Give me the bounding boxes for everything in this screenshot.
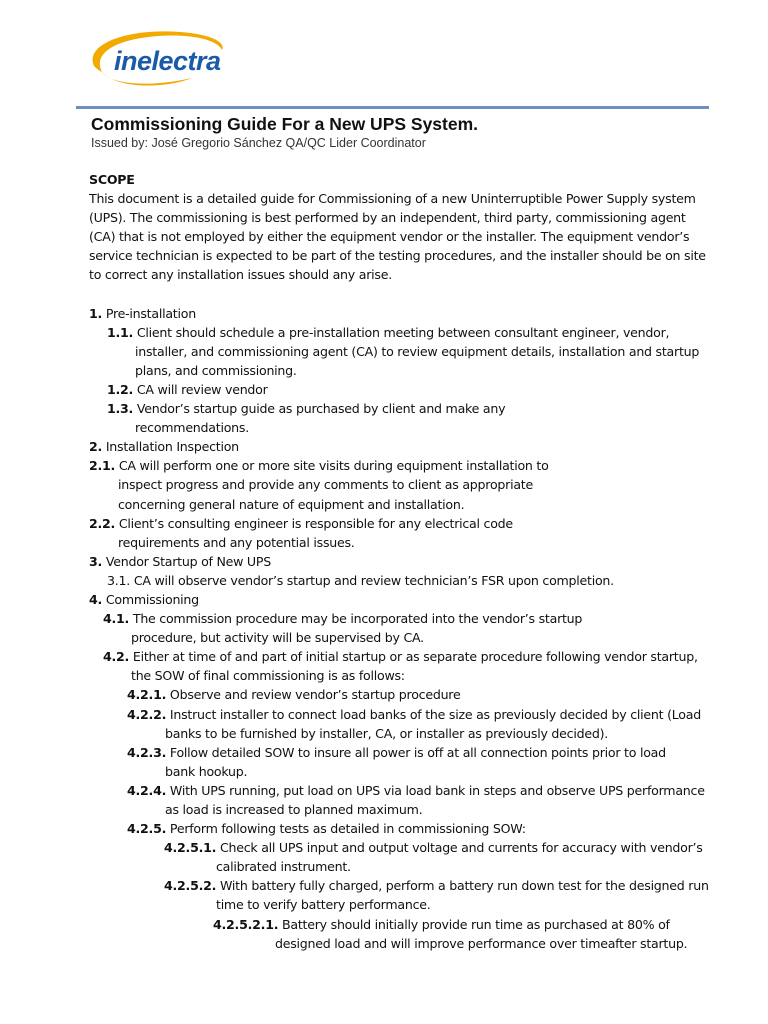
outline-text: Vendor Startup of New UPS (105, 553, 271, 569)
document-body (89, 170, 719, 953)
outline-item (127, 743, 719, 781)
outline-number: 4.2.4. (127, 782, 167, 798)
outline-text: the SOW of final commissioning is as follows: (131, 668, 405, 684)
outline-item (89, 456, 719, 513)
outline-item (89, 552, 719, 571)
document-title: Commissioning Guide For a New UPS System. (91, 114, 479, 134)
outline-text: Vendor’s startup guide as purchased by client and make any (136, 401, 506, 417)
outline-item (127, 781, 719, 819)
outline-text: Installation Inspection (105, 439, 239, 455)
outline-item (107, 571, 719, 590)
outline-item-line (103, 628, 719, 647)
outline-text: Perform following tests as detailed in commissioning SOW: (169, 821, 526, 837)
outline-item-line (107, 399, 719, 418)
outline-text: procedure, but activity will be supervised by CA. (131, 630, 424, 646)
outline-item-line (103, 647, 719, 666)
outline-number: 2.1. (89, 458, 116, 474)
outline-number: 4.1. (103, 611, 130, 627)
scope-line: (UPS). The commissioning is best performed by an independent, third party, commissioning agent (89, 210, 686, 226)
outline-item-line (127, 819, 719, 838)
outline-item (127, 705, 719, 743)
outline-item (164, 838, 719, 876)
outline-text: CA will observe vendor’s startup and review technician’s FSR upon completion. (133, 572, 614, 588)
outline-item (103, 647, 719, 685)
outline-item-line (107, 361, 719, 380)
outline-number: 1. (89, 305, 103, 321)
header-rule (76, 106, 709, 109)
outline-text: Check all UPS input and output voltage and currents for accuracy with vendor’s (219, 840, 703, 856)
outline-item (127, 819, 719, 838)
outline-text: designed load and will improve performance over timeafter startup. (275, 935, 688, 951)
outline-text: Battery should initially provide run time as purchased at 80% of (282, 916, 670, 932)
outline-item (213, 915, 719, 953)
outline-item-line (89, 590, 719, 609)
outline-number: 4.2.5.2. (164, 878, 217, 894)
outline-item-line (103, 666, 719, 685)
outline-item-line (127, 762, 719, 781)
outline-text: The commission procedure may be incorporated into the vendor’s startup (132, 611, 583, 627)
outline-item-line (89, 533, 719, 552)
outline-text: time to verify battery performance. (216, 897, 431, 913)
outline-item-line (107, 380, 719, 399)
outline-number: 2.2. (89, 515, 116, 531)
outline-item-line (127, 705, 719, 724)
outline-item (103, 609, 719, 647)
outline-item-line (164, 857, 719, 876)
scope-line: (CA) that is not employed by either the equipment vendor or the installer. The equipment vendor’s (89, 229, 690, 245)
outline-item-line (89, 475, 719, 494)
outline-number: 4.2.3. (127, 744, 167, 760)
outline-text: Instruct installer to connect load banks of the size as previously decided by client (Load (169, 706, 701, 722)
outline-item-line (107, 323, 719, 342)
outline-item-line (107, 571, 719, 590)
outline-item-line (213, 915, 719, 934)
outline-text: recommendations. (135, 420, 249, 436)
outline-item-line (89, 304, 719, 323)
outline-item-line (164, 876, 719, 895)
outline-item (107, 380, 719, 399)
outline-number: 3. (89, 553, 103, 569)
outline-item-line (164, 895, 719, 914)
outline-text: bank hookup. (165, 763, 248, 779)
issued-by: Issued by: José Gregorio Sánchez QA/QC Lider Coordinator (91, 136, 426, 150)
outline-item-line (103, 609, 719, 628)
outline-item (89, 437, 719, 456)
outline-number: 1.1. (107, 324, 134, 340)
outline-text: Commissioning (105, 591, 199, 607)
outline-text: Either at time of and part of initial startup or as separate procedure following vendor startup, (132, 649, 698, 665)
outline-item (107, 399, 719, 437)
outline-list (89, 304, 719, 953)
outline-text: CA will perform one or more site visits during equipment installation to (118, 458, 549, 474)
logo-text: inelectra (114, 46, 221, 76)
outline-item-line (164, 838, 719, 857)
outline-item-line (89, 456, 719, 475)
outline-item-line (89, 514, 719, 533)
outline-text: Client should schedule a pre-installation meeting between consultant engineer, vendor, (136, 324, 670, 340)
outline-text: With battery fully charged, perform a battery run down test for the designed run (219, 878, 709, 894)
outline-text: inspect progress and provide any comments to client as appropriate (118, 477, 533, 493)
outline-item-line (127, 743, 719, 762)
outline-text: Observe and review vendor’s startup procedure (169, 687, 461, 703)
outline-text: banks to be furnished by installer, CA, or installer as previously decided). (165, 725, 608, 741)
outline-text: Follow detailed SOW to insure all power is off at all connection points prior to load (169, 744, 666, 760)
scope-heading: SCOPE (89, 172, 135, 187)
outline-item-line (89, 552, 719, 571)
scope-line: This document is a detailed guide for Commissioning of a new Uninterruptible Power Supply system (89, 191, 696, 207)
outline-text: concerning general nature of equipment and installation. (118, 496, 465, 512)
outline-number: 2. (89, 439, 103, 455)
outline-number: 3.1. (107, 572, 131, 588)
outline-number: 1.3. (107, 401, 134, 417)
scope-paragraph (89, 189, 719, 284)
outline-number: 4.2.5. (127, 821, 167, 837)
outline-number: 1.2. (107, 381, 134, 397)
outline-text: calibrated instrument. (216, 859, 351, 875)
outline-item (107, 323, 719, 380)
outline-item (89, 514, 719, 552)
outline-text: as load is increased to planned maximum. (165, 802, 423, 817)
outline-item (89, 304, 719, 323)
scope-line: to correct any installation issues should any arise. (89, 267, 392, 283)
outline-text: Client’s consulting engineer is responsible for any electrical code (118, 515, 513, 531)
outline-item-line (127, 685, 719, 704)
outline-number: 4.2.2. (127, 706, 167, 722)
outline-item-line (127, 724, 719, 743)
outline-text: CA will review vendor (136, 381, 268, 397)
outline-item-line (89, 495, 719, 514)
outline-item (89, 590, 719, 609)
outline-number: 4. (89, 591, 103, 607)
outline-number: 4.2.1. (127, 687, 167, 703)
outline-item (127, 685, 719, 704)
inelectra-logo (88, 28, 228, 90)
scope-line: service technician is expected to be part of the testing procedures, and the installer should be on site (89, 248, 706, 264)
outline-text: With UPS running, put load on UPS via load bank in steps and observe UPS performance (169, 782, 705, 798)
outline-item-line (89, 437, 719, 456)
outline-text: Pre-installation (105, 305, 196, 321)
outline-item-line (127, 800, 719, 819)
outline-text: requirements and any potential issues. (118, 534, 355, 550)
outline-item-line (107, 418, 719, 437)
outline-text: plans, and commissioning. (135, 362, 297, 378)
outline-item-line (127, 781, 719, 800)
outline-text: installer, and commissioning agent (CA) to review equipment details, installation and startup (135, 343, 700, 359)
outline-number: 4.2. (103, 649, 130, 665)
outline-number: 4.2.5.2.1. (213, 916, 279, 932)
outline-item (164, 876, 719, 914)
outline-item-line (213, 934, 719, 953)
outline-number: 4.2.5.1. (164, 840, 217, 856)
outline-item-line (107, 342, 719, 361)
